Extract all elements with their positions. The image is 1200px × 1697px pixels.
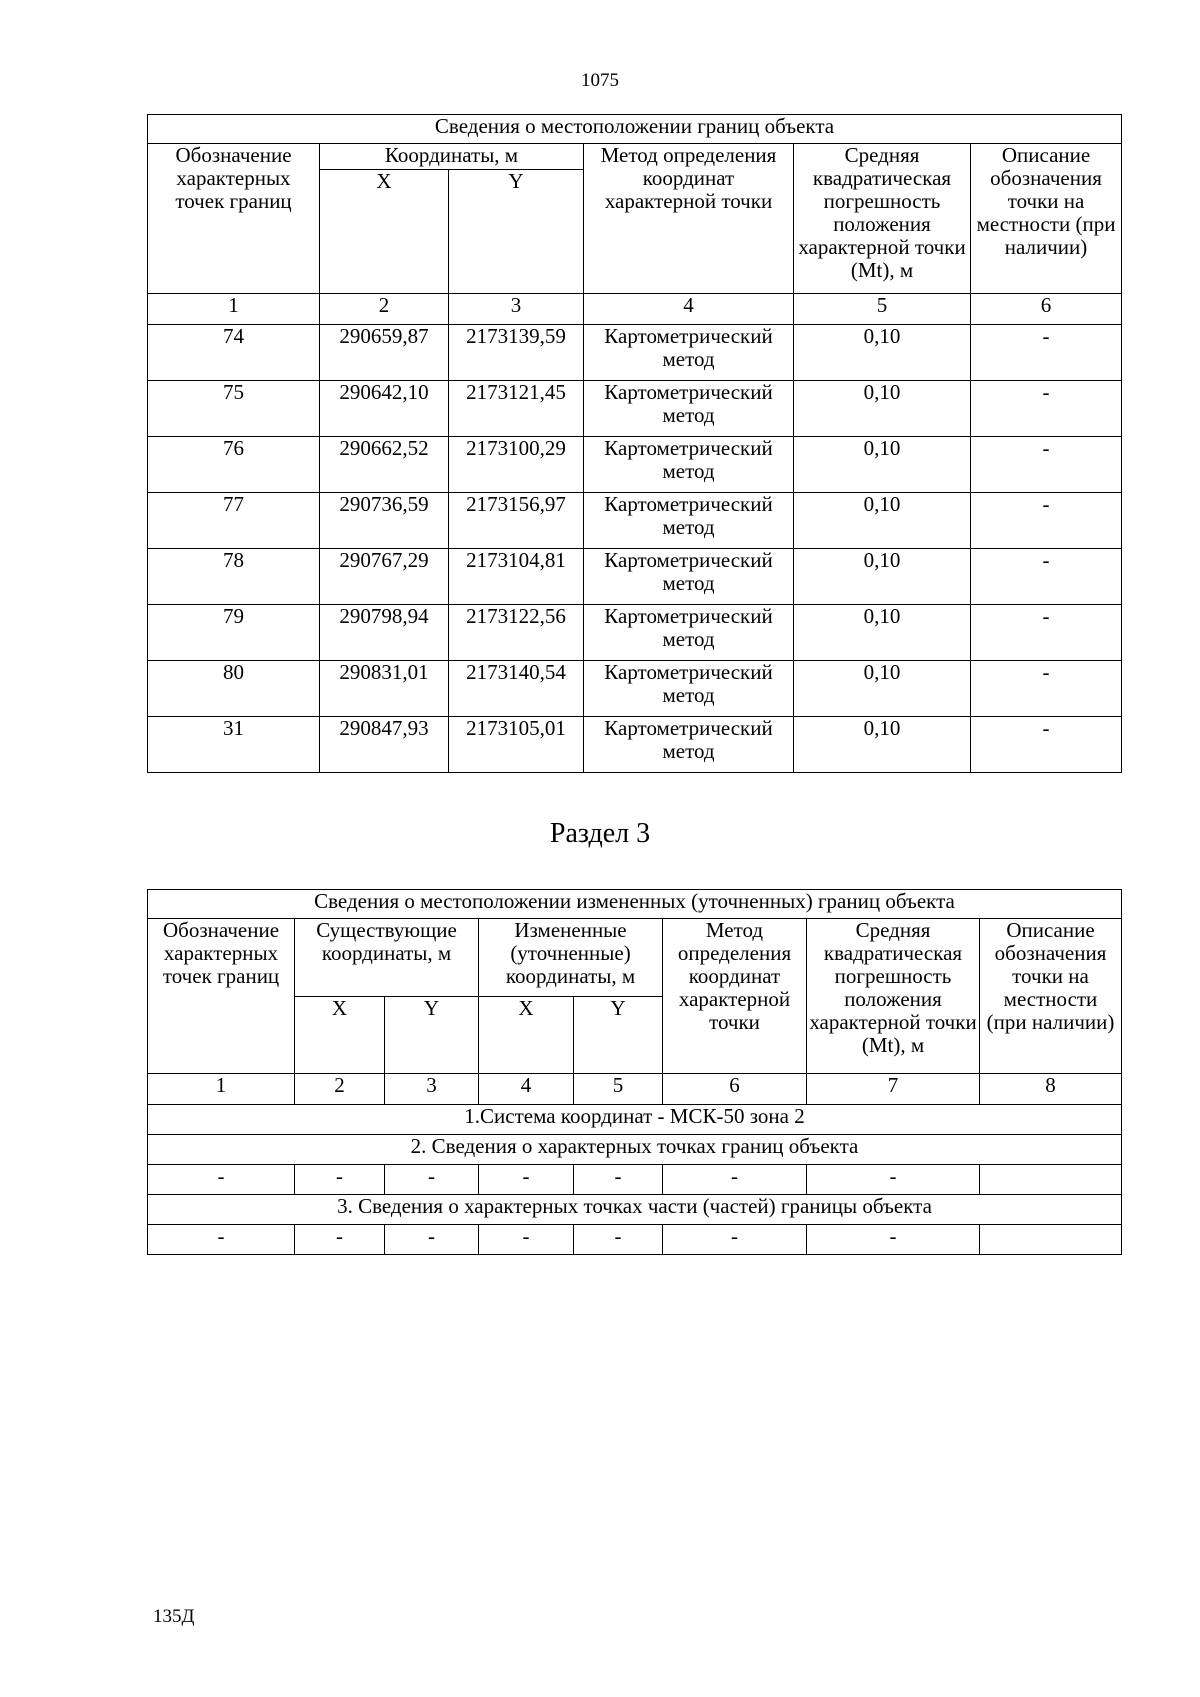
method-cell: Картометрический метод <box>584 717 794 773</box>
section-title: Раздел 3 <box>549 818 651 849</box>
point-cell: 80 <box>148 661 320 717</box>
table-row <box>148 661 1122 717</box>
header-error: Средняя квадратическая погрешность положения характерной точки (Mt), м <box>794 144 971 294</box>
column-number: 4 <box>479 1074 574 1105</box>
table-cell: - <box>807 1165 980 1195</box>
header-method: Метод определения координат характерной точки <box>584 144 794 294</box>
description-cell: - <box>971 381 1122 437</box>
y-cell: 2173104,81 <box>449 549 584 605</box>
x-cell: 290736,59 <box>320 493 449 549</box>
header-x: X <box>320 170 449 294</box>
header-description: Описание обозначения точки на местности (при наличии) <box>980 919 1122 1074</box>
header-points: Обозначение характерных точек границ <box>148 144 320 294</box>
section-heading-points: 2. Сведения о характерных точках границ объекта <box>148 1135 1122 1165</box>
description-cell: - <box>971 717 1122 773</box>
column-number: 1 <box>148 294 320 325</box>
point-cell: 78 <box>148 549 320 605</box>
table-cell <box>980 1165 1122 1195</box>
y-cell: 2173100,29 <box>449 437 584 493</box>
table-row <box>148 1225 1122 1255</box>
table-row <box>148 549 1122 605</box>
column-number: 1 <box>148 1074 295 1105</box>
error-cell: 0,10 <box>794 493 971 549</box>
header-coords: Координаты, м <box>320 144 584 170</box>
table-row <box>148 605 1122 661</box>
page-number: 1075 <box>581 70 619 91</box>
table-caption: Сведения о местоположении измененных (уточненных) границ объекта <box>148 890 1122 919</box>
table-cell: - <box>574 1225 663 1255</box>
error-cell: 0,10 <box>794 605 971 661</box>
table-cell: - <box>148 1165 295 1195</box>
description-cell: - <box>971 437 1122 493</box>
x-cell: 290642,10 <box>320 381 449 437</box>
x-cell: 290662,52 <box>320 437 449 493</box>
header-existing-y: Y <box>385 997 479 1074</box>
column-number: 6 <box>663 1074 807 1105</box>
table-cell: - <box>385 1165 479 1195</box>
description-cell: - <box>971 325 1122 381</box>
y-cell: 2173105,01 <box>449 717 584 773</box>
header-error: Средняя квадратическая погрешность положения характерной точки (Mt), м <box>807 919 980 1074</box>
header-existing-coords: Существующие координаты, м <box>295 919 479 997</box>
description-cell: - <box>971 493 1122 549</box>
table-row <box>148 1165 1122 1195</box>
header-changed-x: X <box>479 997 574 1074</box>
error-cell: 0,10 <box>794 717 971 773</box>
y-cell: 2173140,54 <box>449 661 584 717</box>
method-cell: Картометрический метод <box>584 605 794 661</box>
table-row <box>148 717 1122 773</box>
x-cell: 290831,01 <box>320 661 449 717</box>
description-cell: - <box>971 605 1122 661</box>
table-cell: - <box>807 1225 980 1255</box>
y-cell: 2173139,59 <box>449 325 584 381</box>
table-cell: - <box>295 1165 385 1195</box>
error-cell: 0,10 <box>794 549 971 605</box>
changed-boundaries-table <box>147 889 1122 1255</box>
header-method: Метод определения координат характерной точки <box>663 919 807 1074</box>
table-cell: - <box>663 1225 807 1255</box>
description-cell: - <box>971 549 1122 605</box>
table-cell: - <box>148 1225 295 1255</box>
section-heading-parts: 3. Сведения о характерных точках части (частей) границы объекта <box>148 1195 1122 1225</box>
error-cell: 0,10 <box>794 381 971 437</box>
table-cell: - <box>479 1225 574 1255</box>
column-number: 8 <box>980 1074 1122 1105</box>
header-changed-coords: Измененные (уточненные) координаты, м <box>479 919 663 997</box>
point-cell: 76 <box>148 437 320 493</box>
table-cell: - <box>574 1165 663 1195</box>
table-row <box>148 437 1122 493</box>
method-cell: Картометрический метод <box>584 381 794 437</box>
table-cell <box>980 1225 1122 1255</box>
x-cell: 290659,87 <box>320 325 449 381</box>
footer-code: 135Д <box>153 1606 195 1627</box>
table-row <box>148 325 1122 381</box>
point-cell: 77 <box>148 493 320 549</box>
description-cell: - <box>971 661 1122 717</box>
header-y: Y <box>449 170 584 294</box>
method-cell: Картометрический метод <box>584 325 794 381</box>
table-row <box>148 381 1122 437</box>
column-number: 4 <box>584 294 794 325</box>
column-number: 5 <box>574 1074 663 1105</box>
column-number: 7 <box>807 1074 980 1105</box>
point-cell: 75 <box>148 381 320 437</box>
header-description: Описание обозначения точки на местности (при наличии) <box>971 144 1122 294</box>
error-cell: 0,10 <box>794 325 971 381</box>
column-number: 3 <box>385 1074 479 1105</box>
table-row <box>148 493 1122 549</box>
header-points: Обозначение характерных точек границ <box>148 919 295 1074</box>
header-changed-y: Y <box>574 997 663 1074</box>
table-cell: - <box>663 1165 807 1195</box>
coordinate-system-row: 1.Система координат - МСК-50 зона 2 <box>148 1105 1122 1135</box>
header-existing-x: X <box>295 997 385 1074</box>
error-cell: 0,10 <box>794 661 971 717</box>
method-cell: Картометрический метод <box>584 549 794 605</box>
point-cell: 31 <box>148 717 320 773</box>
boundary-points-table <box>147 114 1122 773</box>
table-cell: - <box>479 1165 574 1195</box>
y-cell: 2173122,56 <box>449 605 584 661</box>
column-number: 5 <box>794 294 971 325</box>
x-cell: 290847,93 <box>320 717 449 773</box>
method-cell: Картометрический метод <box>584 493 794 549</box>
column-number: 6 <box>971 294 1122 325</box>
y-cell: 2173156,97 <box>449 493 584 549</box>
error-cell: 0,10 <box>794 437 971 493</box>
column-number: 2 <box>295 1074 385 1105</box>
x-cell: 290798,94 <box>320 605 449 661</box>
method-cell: Картометрический метод <box>584 661 794 717</box>
point-cell: 79 <box>148 605 320 661</box>
table-caption: Сведения о местоположении границ объекта <box>148 115 1122 144</box>
column-number: 3 <box>449 294 584 325</box>
point-cell: 74 <box>148 325 320 381</box>
method-cell: Картометрический метод <box>584 437 794 493</box>
x-cell: 290767,29 <box>320 549 449 605</box>
column-number-row <box>148 294 1122 325</box>
column-number-row <box>148 1074 1122 1105</box>
table-cell: - <box>385 1225 479 1255</box>
column-number: 2 <box>320 294 449 325</box>
table-cell: - <box>295 1225 385 1255</box>
y-cell: 2173121,45 <box>449 381 584 437</box>
